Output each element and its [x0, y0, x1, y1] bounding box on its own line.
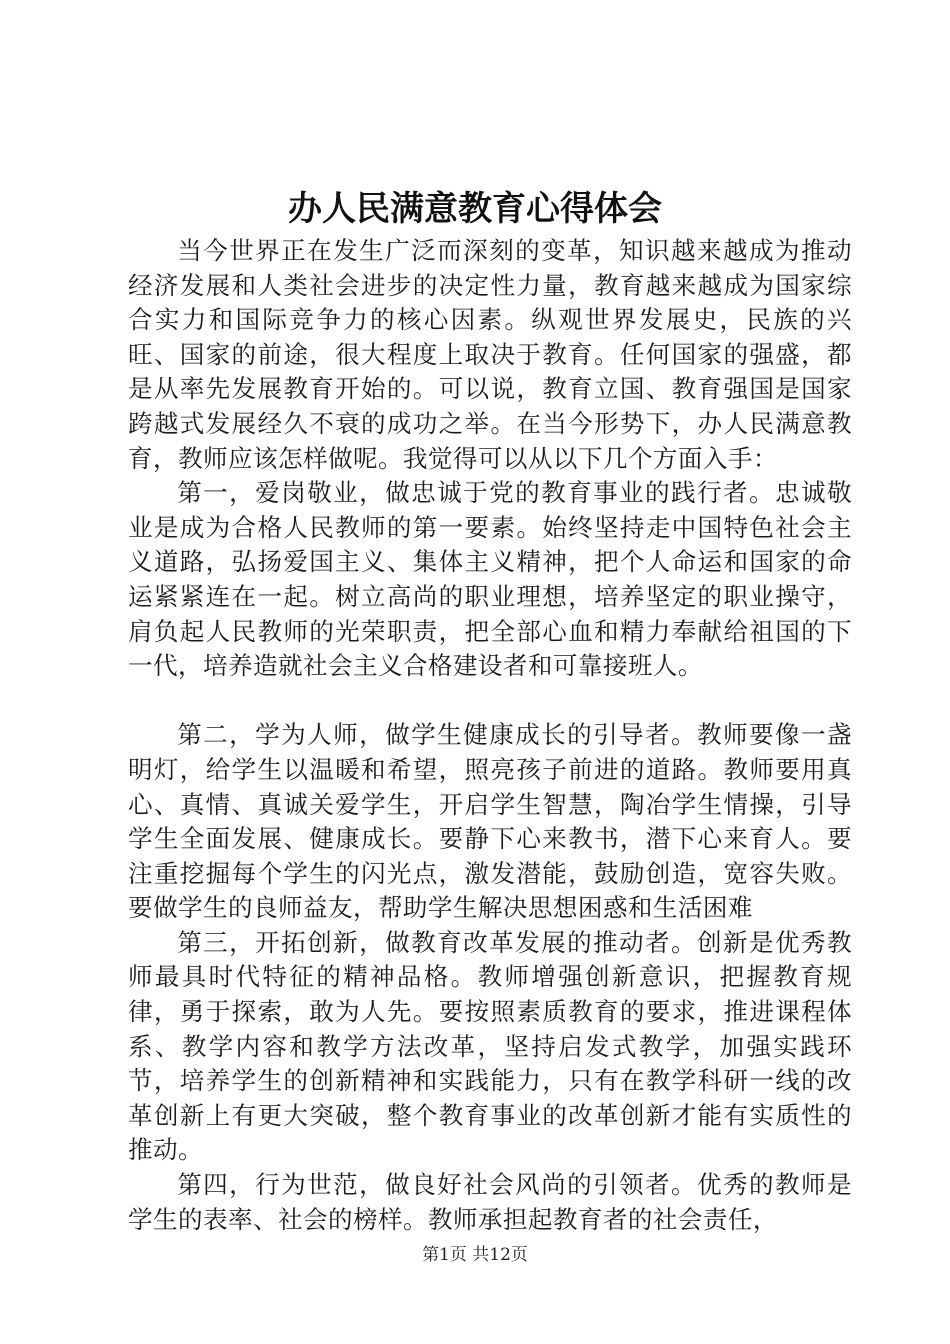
page-number-footer: 第1页 共12页 [422, 1245, 528, 1265]
document-body [128, 234, 852, 1237]
paragraph-gap [128, 684, 852, 719]
paragraph-fourth-point: 第四，行为世范，做良好社会风尚的引领者。优秀的教师是学生的表率、社会的榜样。教师承担起教育者的社会责任， [128, 1170, 852, 1234]
document-title: 办人民满意教育心得体会 [288, 189, 662, 229]
paragraph-second-point: 第二，学为人师，做学生健康成长的引导者。教师要像一盏明灯，给学生以温暖和希望，照亮孩子前进的道路。教师要用真心、真情、真诚关爱学生，开启学生智慧，陶冶学生情操，引导学生全面发展、健康成长。要静下心来教书，潜下心来育人。要注重挖掘每个学生的闪光点，激发潜能，鼓励创造，宽容失败。要做学生的良师益友，帮助学生解决思想困惑和生活困难 [128, 720, 852, 923]
paragraph-first-point: 第一，爱岗敬业，做忠诚于党的教育事业的践行者。忠诚敬业是成为合格人民教师的第一要素。始终坚持走中国特色社会主义道路，弘扬爱国主义、集体主义精神，把个人命运和国家的命运紧紧连在一起。树立高尚的职业理想，培养坚定的职业操守，肩负起人民教师的光荣职责，把全部心血和精力奉献给祖国的下一代，培养造就社会主义合格建设者和可靠接班人。 [128, 478, 852, 681]
paragraph-intro: 当今世界正在发生广泛而深刻的变革，知识越来越成为推动经济发展和人类社会进步的决定性力量，教育越来越成为国家综合实力和国际竞争力的核心因素。纵观世界发展史，民族的兴旺、国家的前途，很大程度上取决于教育。任何国家的强盛，都是从率先发展教育开始的。可以说，教育立国、教育强国是国家跨越式发展经久不衰的成功之举。在当今形势下，办人民满意教育，教师应该怎样做呢。我觉得可以从以下几个方面入手： [128, 236, 852, 473]
paragraph-third-point: 第三，开拓创新，做教育改革发展的推动者。创新是优秀教师最具时代特征的精神品格。教师增强创新意识，把握教育规律，勇于探索，敢为人先。要按照素质教育的要求，推进课程体系、教学内容和教学方法改革，坚持启发式教学，加强实践环节，培养学生的创新精神和实践能力，只有在教学科研一线的改革创新上有更大突破，整个教育事业的改革创新才能有实质性的推动。 [128, 927, 852, 1165]
